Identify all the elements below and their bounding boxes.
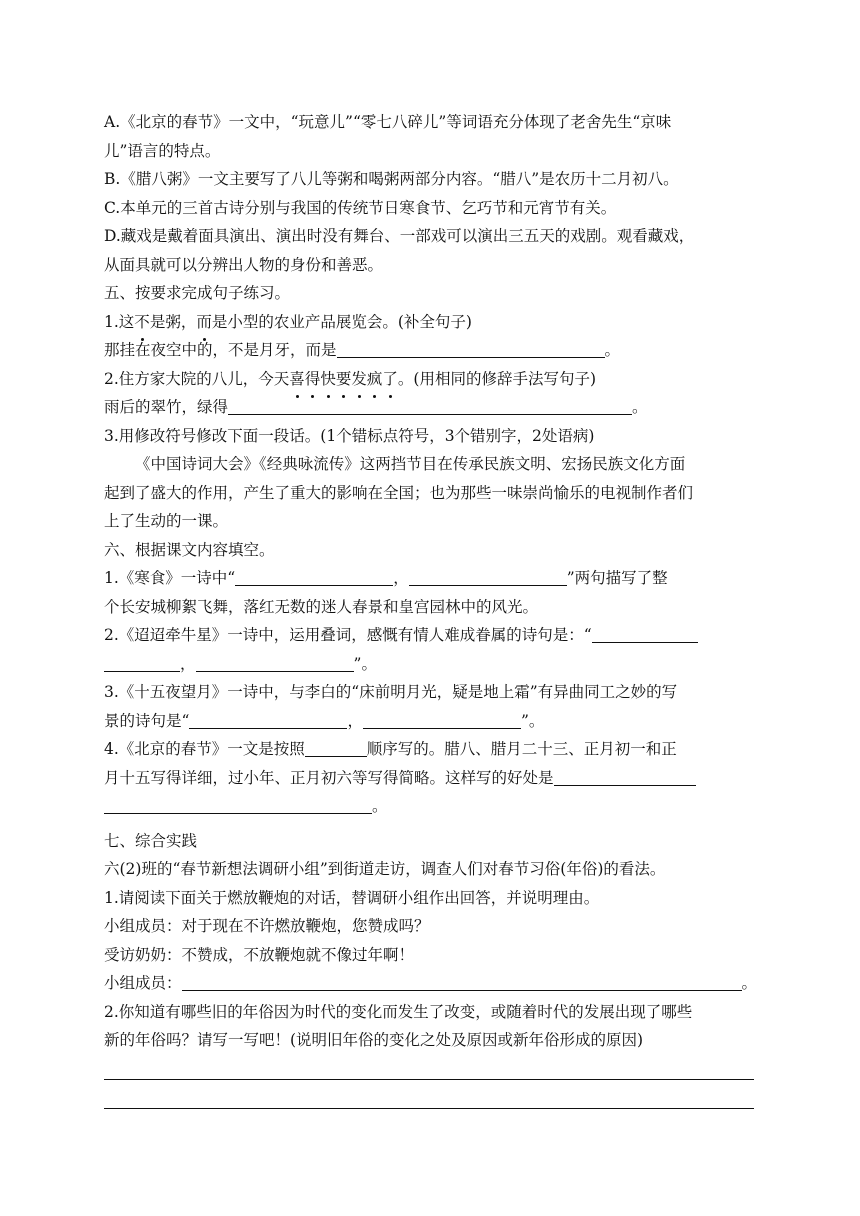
- s5-q1-prompt: [104, 308, 754, 337]
- s5-q3-prompt: 3.用修改符号修改下面一段话。(1个错标点符号，3个错别字，2处语病): [104, 426, 595, 445]
- s5-q1-pre: 1.这: [104, 312, 135, 331]
- s7-q2-line1: 2.你知道有哪些旧的年俗因为时代的变化而发生了改变，或随着时代的发展出现了哪些: [104, 1002, 693, 1021]
- s6-q2-comma: ，: [180, 654, 196, 673]
- s7-reply-end: 。: [741, 974, 758, 992]
- option-d-line1: D.藏戏是戴着面具演出、演出时没有舞台、一部戏可以演出三五天的戏剧。观看藏戏，: [104, 227, 695, 245]
- s6-q4-line2-text: 月十五写得详细，过小年、正月初六等写得简略。这样写的好处是: [104, 768, 554, 787]
- s5-q1-dotted-word: 不: [134, 308, 150, 337]
- s5-q1-post: 是小型的农业产品展览会。(补全句子): [211, 312, 472, 331]
- s7-reply-blank[interactable]: [182, 972, 742, 991]
- s6-q2-blank-1b[interactable]: [104, 653, 180, 672]
- s5-q2-dotted-char: 得: [305, 365, 321, 394]
- s6-q3-blank-2[interactable]: [363, 710, 521, 729]
- s5-q2-prompt: [104, 365, 754, 394]
- s6-q2-end: ”。: [353, 654, 377, 673]
- s7-intro: 六(2)班的“春节新想法调研小组”到街道走访，调查人们对春节习俗(年俗)的看法。: [104, 860, 666, 878]
- s6-q1-line1: [104, 564, 754, 593]
- s5-q2-dotted-char: 快: [320, 365, 336, 394]
- s5-q1-dotted-word: 而: [196, 308, 212, 337]
- s6-q3-line2-pre: 景的诗句是“: [104, 711, 190, 730]
- s5-q2-answer-line: [104, 393, 754, 422]
- s7-dialog-grandma-answer: 受访奶奶：不赞成，不放鞭炮就不像过年啊！: [104, 945, 415, 964]
- s6-q4-line1: [104, 735, 754, 764]
- s6-q2-blank-2[interactable]: [196, 653, 354, 672]
- s5-q2-pre: 2.住方家大院的八儿，今天: [104, 369, 290, 388]
- s5-q2-dotted-char: 要: [336, 365, 352, 394]
- s6-q3-blank-1[interactable]: [189, 710, 347, 729]
- s5-q2-post: 。(用相同的修辞手法写句子): [397, 369, 597, 388]
- s5-q2-dotted-char: 了: [382, 365, 398, 394]
- s6-q2-pre: 2.《迢迢牵牛星》一诗中，运用叠词，感慨有情人难成眷属的诗句是：“: [104, 626, 592, 644]
- s5-q3-paragraph-line2: 起到了盛大的作用，产生了重大的影响在全国；也为那些一味崇尚愉乐的电视制作者们: [104, 483, 694, 502]
- s7-q2-answer-rule-1[interactable]: [104, 1079, 754, 1080]
- s6-q3-comma: ，: [347, 711, 363, 730]
- s5-q3-paragraph-line1: 《中国诗词大会》《经典咏流传》这两挡节目在传承民族文明、宏扬民族文化方面: [135, 455, 686, 473]
- s6-q4-blank-order[interactable]: [305, 738, 367, 757]
- section7-heading: 七、综合实践: [104, 831, 198, 850]
- s6-q1-blank-1[interactable]: [235, 567, 393, 586]
- s5-q2-answer-blank[interactable]: [228, 396, 632, 415]
- s6-q4-mid: 顺序写的。腊八、腊月二十三、正月初一和正: [366, 740, 677, 758]
- s6-q4-blank-benefit-b[interactable]: [104, 795, 372, 814]
- s5-q2-dotted-char: 疯: [367, 365, 383, 394]
- s7-q1-prompt: 1.请阅读下面关于燃放鞭炮的对话，替调研小组作出回答，并说明理由。: [104, 888, 600, 907]
- s5-q1-mid: 是粥，: [149, 312, 197, 331]
- s6-q4-blank-benefit-a[interactable]: [554, 767, 696, 786]
- s6-q4-pre: 4.《北京的春节》一文是按照: [104, 740, 305, 758]
- s6-q1-blank-2[interactable]: [409, 567, 567, 586]
- s6-q4-line2: [104, 764, 754, 793]
- s7-q2-answer-rule-2[interactable]: [104, 1108, 754, 1109]
- s6-q1-post: ”两句描写了整: [566, 569, 668, 587]
- s7-dialog-member-question: 小组成员：对于现在不许燃放鞭炮，您赞成吗？: [104, 917, 430, 935]
- section5-heading: 五、按要求完成句子练习。: [104, 284, 291, 302]
- s6-q1-comma: ，: [393, 569, 409, 587]
- s5-q1-answer-pre: 那挂在夜空中的，不是月牙，而是: [104, 341, 337, 359]
- section6-heading: 六、根据课文内容填空。: [104, 540, 275, 559]
- s5-q3-paragraph-line3: 上了生动的一课。: [104, 512, 229, 530]
- s7-q2-line2: 新的年俗吗？请写一写吧！(说明旧年俗的变化之处及原因或新年俗形成的原因): [104, 1031, 644, 1049]
- s5-q1-answer-line: [104, 336, 754, 365]
- s7-dialog-member-reply: [104, 969, 758, 998]
- option-a-line1: A.《北京的春节》一文中，“玩意儿”“零七八碎儿”等词语充分体现了老舍先生“京味: [104, 113, 672, 131]
- option-b: B.《腊八粥》一文主要写了八儿等粥和喝粥两部分内容。“腊八”是农历十二月初八。: [104, 170, 679, 188]
- s5-q2-dotted-char: 发: [351, 365, 367, 394]
- s5-q1-answer-end: 。: [604, 341, 621, 359]
- s6-q3-line2: [104, 707, 754, 736]
- option-d-line2: 从面具就可以分辨出人物的身份和善恶。: [104, 255, 384, 274]
- s5-q2-answer-pre: 雨后的翠竹，绿得: [104, 398, 229, 416]
- s6-q3-line1: 3.《十五夜望月》一诗中，与李白的“床前明月光，疑是地上霜”有异曲同工之妙的写: [104, 683, 678, 701]
- option-c: C.本单元的三首古诗分别与我国的传统节日寒食节、乞巧节和元宵节有关。: [104, 198, 617, 217]
- s6-q1-line2: 个长安城柳絮飞舞，落红无数的迷人春景和皇宫园林中的风光。: [104, 597, 539, 616]
- exam-page: [104, 108, 758, 1055]
- s6-q1-pre: 1.《寒食》一诗中“: [104, 569, 236, 587]
- option-a-line2: 儿”语言的特点。: [104, 141, 221, 160]
- s6-q2-line1: [104, 621, 754, 650]
- s6-q4-line3: [104, 792, 754, 821]
- s5-q2-dotted-char: 喜: [289, 365, 305, 394]
- s6-q3-end: ”。: [520, 711, 545, 730]
- s7-dialog-member-label: 小组成员：: [104, 974, 182, 992]
- s5-q2-answer-end: 。: [632, 398, 648, 416]
- s6-q2-blank-1a[interactable]: [592, 624, 698, 643]
- s5-q1-answer-blank[interactable]: [337, 339, 605, 358]
- s6-q2-line2: [104, 650, 754, 679]
- s6-q4-end: 。: [372, 797, 388, 815]
